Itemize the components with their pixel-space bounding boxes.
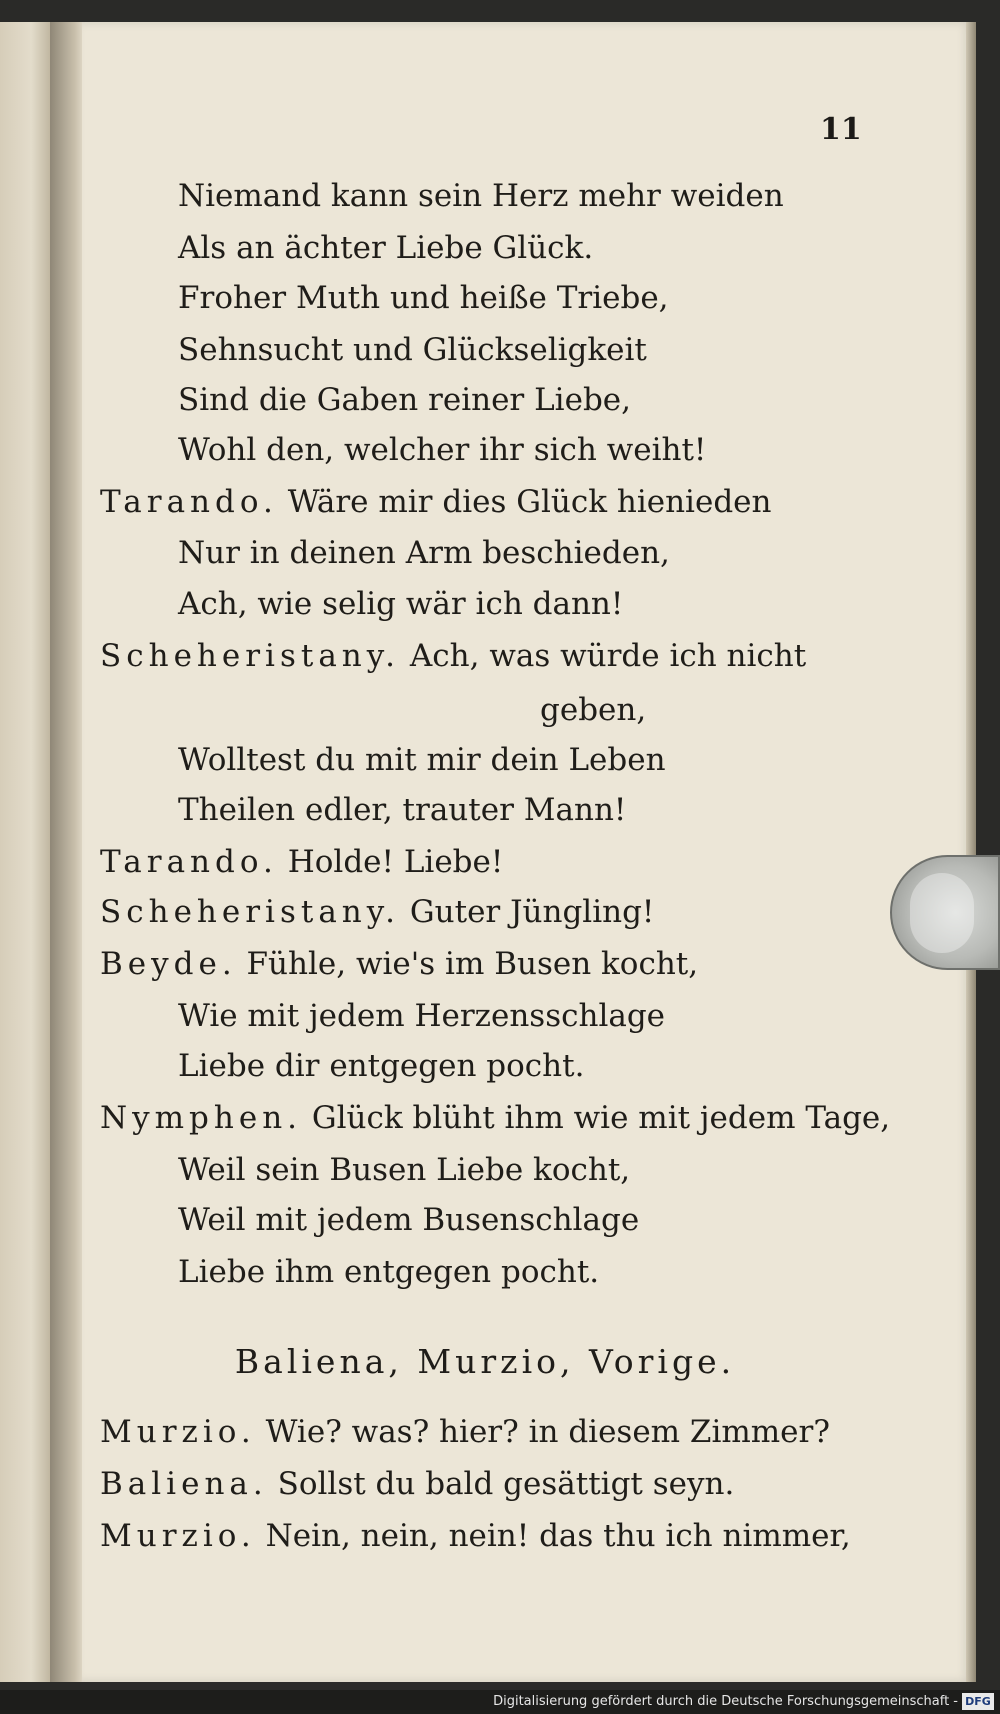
verse-line: Nur in deinen Arm beschieden, xyxy=(178,535,670,571)
verse-line: Tarando. Holde! Liebe! xyxy=(100,844,504,880)
verse-line: Niemand kann sein Herz mehr weiden xyxy=(178,178,784,214)
dfg-logo: DFG xyxy=(962,1693,994,1710)
book-gutter xyxy=(50,22,86,1682)
verse-line: Wohl den, welcher ihr sich weiht! xyxy=(178,432,707,468)
speaker-name: Tarando. xyxy=(100,484,278,520)
scene-heading: Baliena, Murzio, Vorige. xyxy=(234,1342,736,1381)
verse-line: Theilen edler, trauter Mann! xyxy=(178,792,627,828)
verse-line: Wolltest du mit mir dein Leben xyxy=(178,742,666,778)
funding-credit: Digitalisierung gefördert durch die Deutsche Forschungsgemeinschaft - xyxy=(493,1694,958,1709)
verse-line: Sehnsucht und Glückseligkeit xyxy=(178,332,647,368)
speaker-name: Scheheristany. xyxy=(100,894,401,930)
page-edge xyxy=(966,22,976,1682)
verse-line: Scheheristany. Guter Jüngling! xyxy=(100,894,655,930)
speaker-name: Nymphen. xyxy=(100,1100,303,1136)
verse-line: Murzio. Wie? was? hier? in diesem Zimmer? xyxy=(100,1414,830,1450)
verse-line: Ach, wie selig wär ich dann! xyxy=(178,586,624,622)
speaker-name: Scheheristany. xyxy=(100,638,401,674)
verse-line: Froher Muth und heiße Triebe, xyxy=(178,280,669,316)
verse-line: Scheheristany. Ach, was würde ich nicht xyxy=(100,638,807,674)
page-clip xyxy=(890,855,1000,970)
verse-line: Liebe ihm entgegen pocht. xyxy=(178,1254,600,1290)
facing-page-edge xyxy=(0,22,52,1682)
verse-line: Murzio. Nein, nein, nein! das thu ich nimmer, xyxy=(100,1518,851,1554)
footer-bar xyxy=(0,1690,1000,1714)
verse-line: Weil mit jedem Busenschlage xyxy=(178,1202,640,1238)
page-number: 11 xyxy=(820,112,862,147)
verse-line: Als an ächter Liebe Glück. xyxy=(178,230,594,266)
speaker-name: Baliena. xyxy=(100,1466,268,1502)
verse-line: Sind die Gaben reiner Liebe, xyxy=(178,382,631,418)
verse-line: Baliena. Sollst du bald gesättigt seyn. xyxy=(100,1466,735,1502)
speaker-name: Beyde. xyxy=(100,946,237,982)
verse-line: Tarando. Wäre mir dies Glück hienieden xyxy=(100,484,772,520)
verse-line: Liebe dir entgegen pocht. xyxy=(178,1048,585,1084)
speaker-name: Murzio. xyxy=(100,1414,256,1450)
verse-line: geben, xyxy=(540,692,647,728)
verse-line: Nymphen. Glück blüht ihm wie mit jedem Tage, xyxy=(100,1100,891,1136)
verse-line: Beyde. Fühle, wie's im Busen kocht, xyxy=(100,946,699,982)
speaker-name: Murzio. xyxy=(100,1518,256,1554)
verse-line: Weil sein Busen Liebe kocht, xyxy=(178,1152,631,1188)
speaker-name: Tarando. xyxy=(100,844,278,880)
verse-line: Wie mit jedem Herzensschlage xyxy=(178,998,666,1034)
